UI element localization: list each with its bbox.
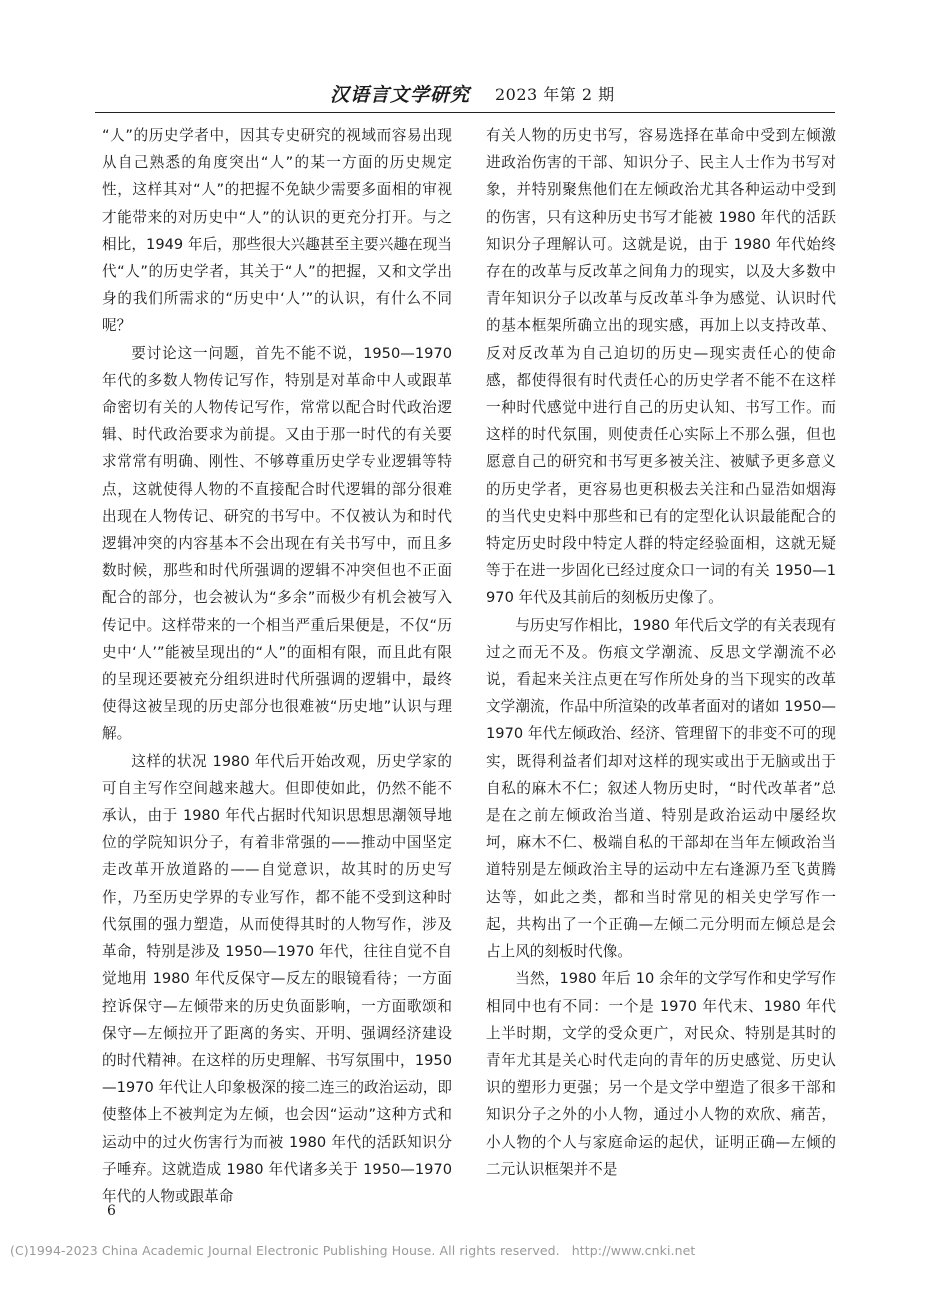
page-number: 6 bbox=[107, 1203, 116, 1219]
paragraph: 这样的状况 1980 年代后开始改观，历史学家的可自主写作空间越来越大。但即使如此，仍然不能不承认，由于 1980 年代占据时代知识思想思潮领导地位的学院知识分子，有着非常强的——推动中国坚定走改革开放道路的——自觉意识，故其时的历史写作，乃至历史学界的专业写作，都不能不受到这种时代氛围的强力塑造，从而使得其时的人物写作，涉及革命，特别是涉及 1950—1970 年代，往往自觉不自觉地用 1980 年代反保守—反左的眼镜看待；一方面控诉保守—左倾带来的历史负面影响，一方面歌颂和保守—左倾拉开了距离的务实、开明、强调经济建设的时代精神。在这样的历史理解、书写氛围中，1950—1970 年代让人印象极深的接二连三的政治运动，即使整体上不被判定为左倾，也会因“运动”这种方式和运动中的过火伤害行为而被 1980 年代的活跃知识分子唾弃。这就造成 1980 年代诸多关于 1950—1970 年代的人物或跟革命 bbox=[102, 752, 452, 1205]
header-rule bbox=[95, 112, 835, 113]
paragraph: 与历史写作相比，1980 年代后文学的有关表现有过之而无不及。伤痕文学潮流、反思文学潮流不必说，看起来关注点更在写作所处身的当下现实的改革文学潮流，作品中所渲染的改革者面对的诸如 1950—1970 年代左倾政治、经济、管理留下的非变不可的现实，既得利益者们却对这样的现实或出于无脑或出于自私的麻木不仁；叙述人物历史时，“时代改革者”总是在之前左倾政治当道、特别是政治运动中屡经坎坷，麻木不仁、极端自私的干部却在当年左倾政治当道特别是左倾政治主导的运动中左右逢源乃至飞黄腾达等，如此之类，都和当时常见的相关史学写作一起，共构出了一个正确—左倾二元分明而左倾总是会占上风的刻板时代像。 bbox=[486, 616, 836, 961]
journal-title: 汉语言文学研究 bbox=[330, 84, 471, 106]
issue-label: 2023 年第 2 期 bbox=[495, 85, 615, 104]
paragraph: 要讨论这一问题，首先不能不说，1950—1970 年代的多数人物传记写作，特别是对革命中人或跟革命密切有关的人物传记写作，常常以配合时代政治逻辑、时代政治要求为前提。又由于那一时代的有关要求常常有明确、刚性、不够尊重历史学专业逻辑等特点，这就使得人物的不直接配合时代逻辑的部分很难出现在人物传记、研究的书写中。不仅被认为和时代逻辑冲突的内容基本不会出现在有关书写中，而且多数时候，那些和时代所强调的逻辑不冲突但也不正面配合的部分，也会被认为“多余”而极少有机会被写入传记中。这样带来的一个相当严重后果便是，不仅“历史中‘人’”能被呈现出的“人”的面相有限，而且此有限的呈现还要被充分组织进时代所强调的逻辑中，最终使得这被呈现的历史部分也很难被“历史地”认识与理解。 bbox=[102, 344, 452, 743]
running-header bbox=[0, 80, 950, 110]
copyright-text: (C)1994-2023 China Academic Journal Electronic Publishing House. All rights reserved. bbox=[10, 1243, 560, 1258]
website-link[interactable]: http://www.cnki.net bbox=[571, 1243, 696, 1258]
paragraph: 当然，1980 年后 10 余年的文学写作和史学写作相同中也有不同：一个是 1970 年代末、1980 年代上半时期，文学的受众更广，对民众、特别是其时的青年尤其是关心时代走向的青年的历史感觉、历史认识的塑形力更强；另一个是文学中塑造了很多干部和知识分子之外的小人物，通过小人物的欢欣、痛苦，小人物的个人与家庭命运的起伏，证明正确—左倾的二元认识框架并不是 bbox=[486, 970, 836, 1178]
paragraph: “人”的历史学者中，因其专史研究的视域而容易出现从自己熟悉的角度突出“人”的某一方面的历史规定性，这样其对“人”的把握不免缺少需要多面相的审视才能带来的对历史中“人”的认识的更充分打开。与之相比，1949 年后，那些很大兴趣甚至主要兴趣在现当代“人”的历史学者，其关于“人”的把握，又和文学出身的我们所需求的“历史中‘人’”的认识，有什么不同呢？ bbox=[102, 127, 452, 335]
copyright-footer bbox=[10, 1243, 940, 1258]
left-column bbox=[102, 122, 452, 1210]
paragraph: 有关人物的历史书写，容易选择在革命中受到左倾激进政治伤害的干部、知识分子、民主人士作为书写对象，并特别聚焦他们在左倾政治尤其各种运动中受到的伤害，只有这种历史书写才能被 1980 年代的活跃知识分子理解认可。这就是说，由于 1980 年代始终存在的改革与反改革之间角力的现实，以及大多数中青年知识分子以改革与反改革斗争为感觉、认识时代的基本框架所确立出的现实感，再加上以支持改革、反对反改革为自己迫切的历史—现实责任心的使命感，都使得很有时代责任心的历史学者不能不在这样一种时代感觉中进行自己的历史认知、书写工作。而这样的时代氛围，则使责任心实际上不那么强，但也愿意自己的研究和书写更多被关注、被赋予更多意义的历史学者，更容易也更积极去关注和凸显浩如烟海的当代史史料中那些和已有的定型化认识最能配合的特定历史时段中特定人群的特定经验面相，这就无疑等于在进一步固化已经过度众口一词的有关 1950—1970 年代及其前后的刻板历史像了。 bbox=[486, 127, 836, 607]
right-column bbox=[486, 122, 836, 1183]
